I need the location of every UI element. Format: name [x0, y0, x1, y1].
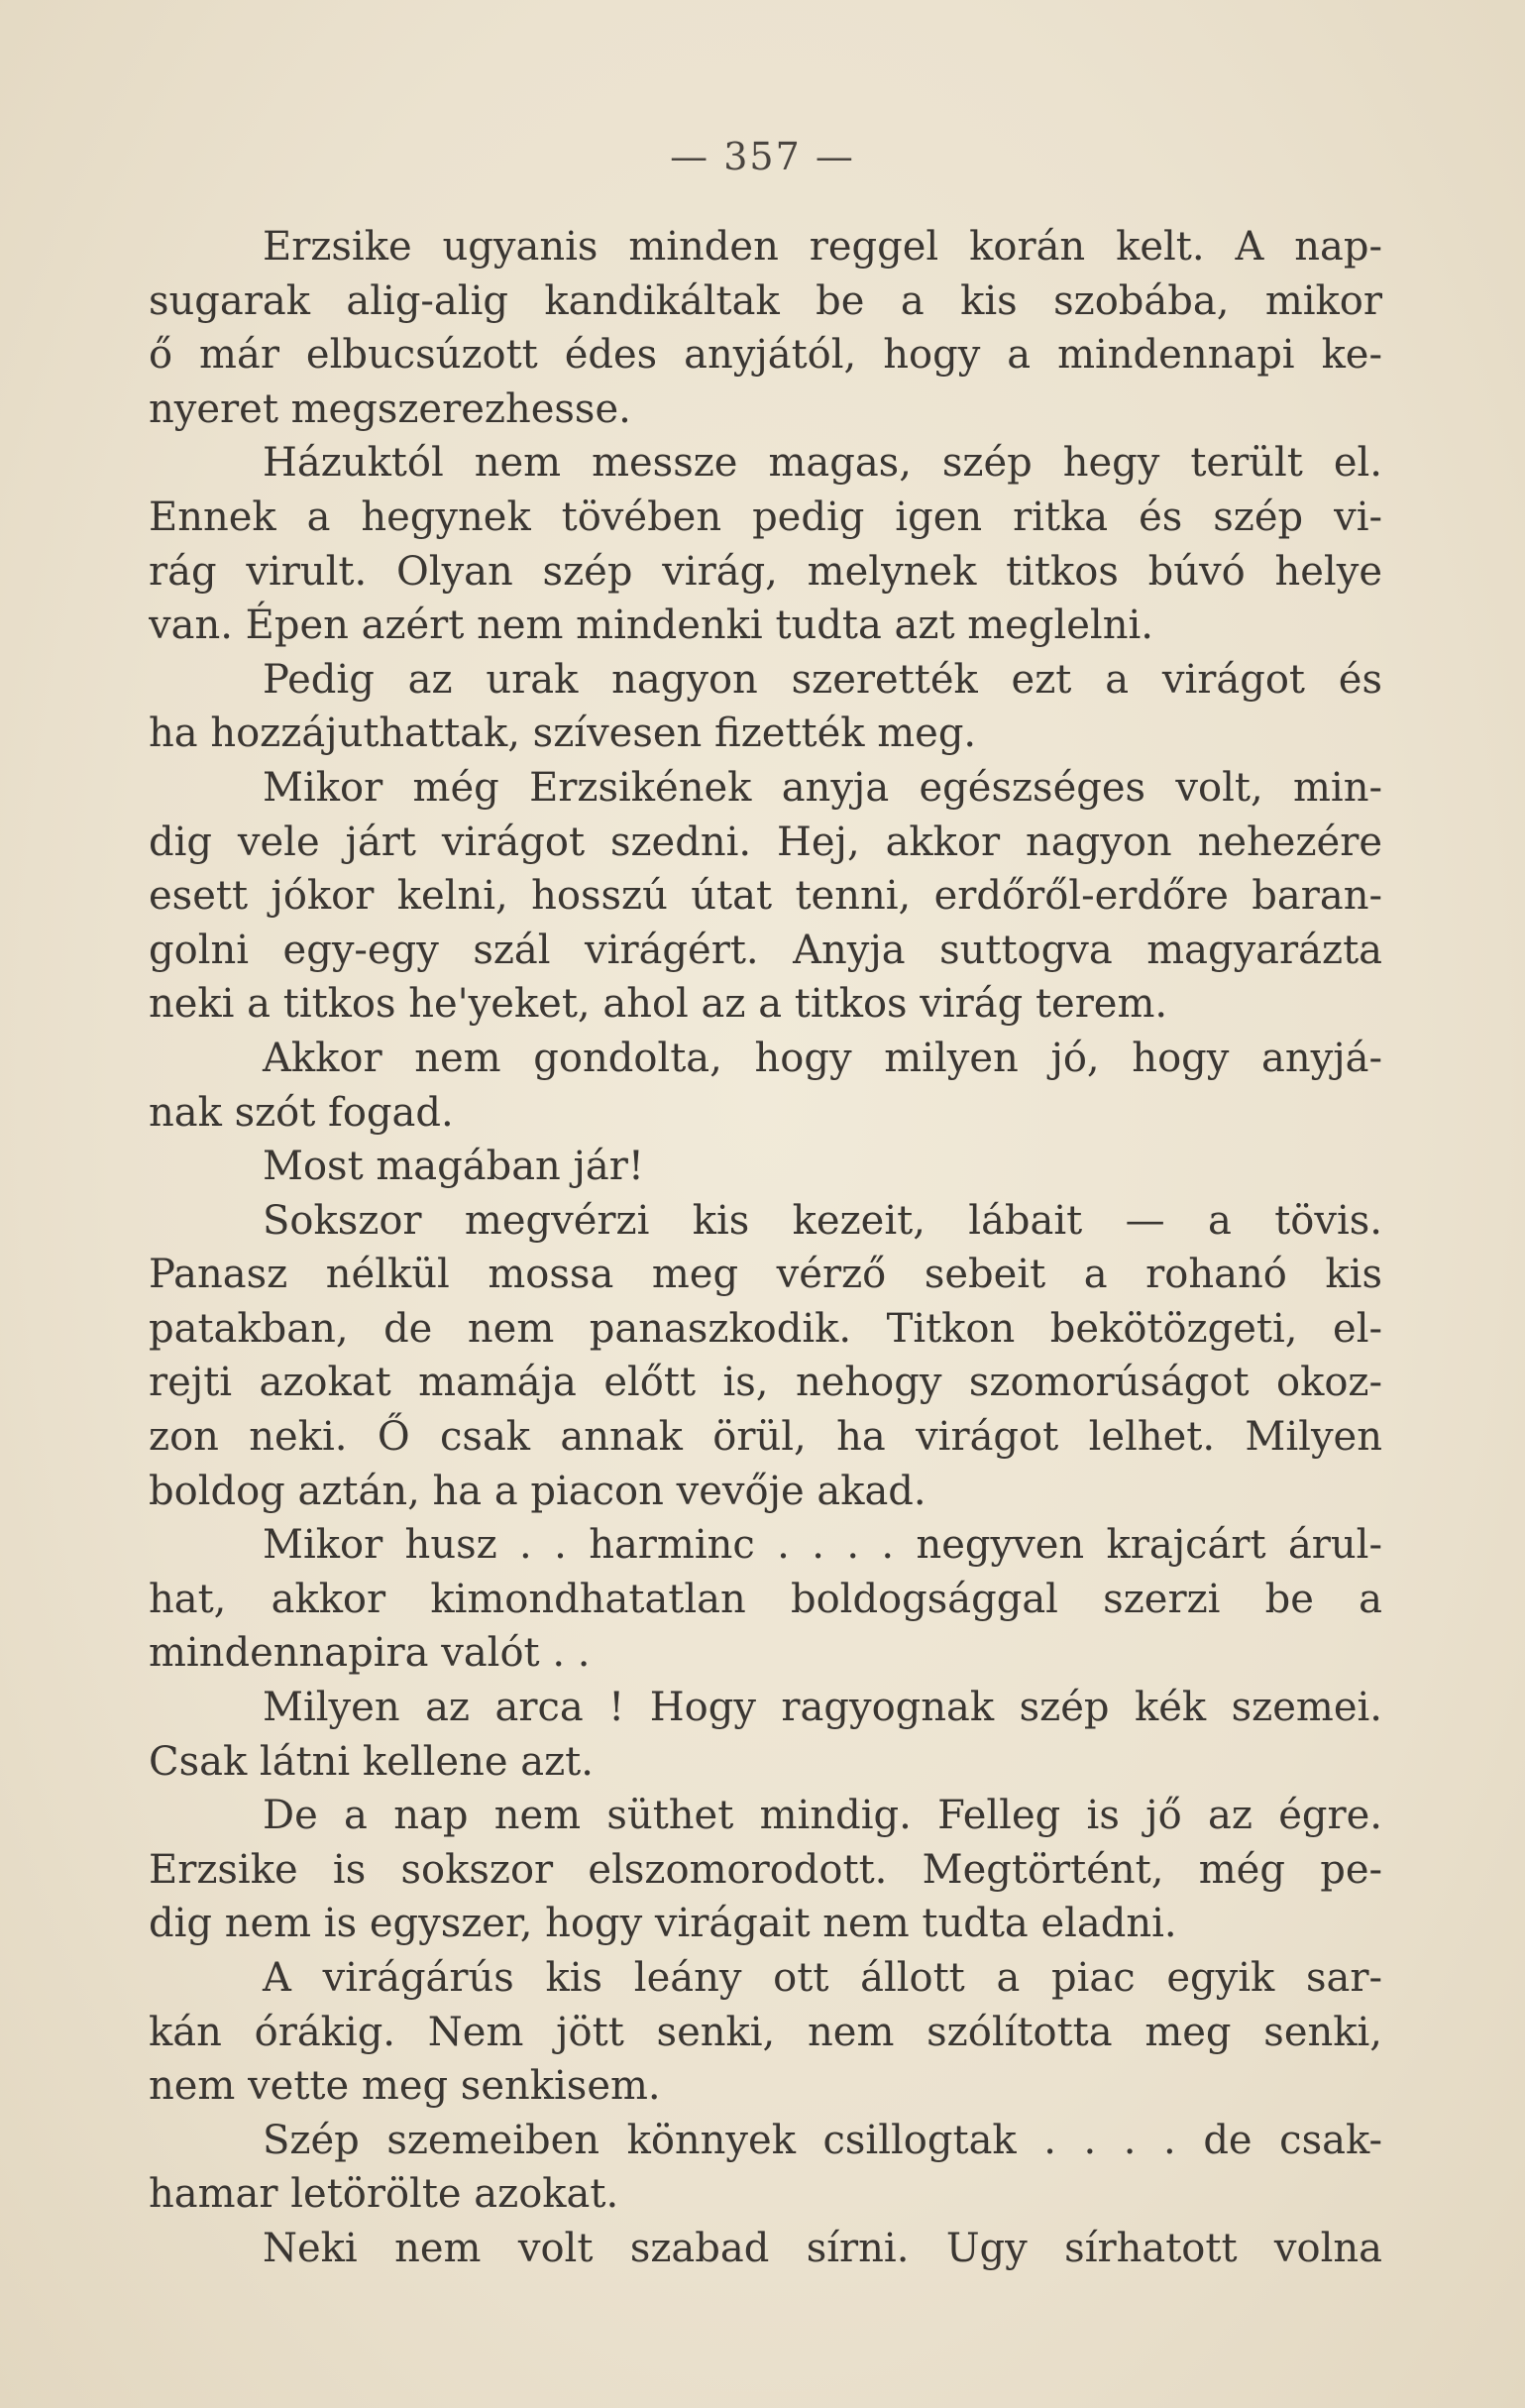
text-line: rejti azokat mamája előtt is, nehogy szomorúságot okoz-: [149, 1360, 1382, 1406]
text-line: Mikor husz . . harminc . . . . negyven krajcárt árul-: [263, 1522, 1382, 1569]
text-line: Mikor még Erzsikének anyja egészséges volt, min-: [263, 764, 1382, 811]
paragraph: [149, 1518, 1382, 1681]
paragraph: [149, 1194, 1382, 1519]
paragraph: [149, 653, 1382, 761]
paragraph: [149, 436, 1382, 652]
text-line: Szép szemeiben könnyek csillogtak . . . . de csak-: [263, 2117, 1382, 2163]
text-line: sugarak alig-alig kandikáltak be a kis szobába, mikor: [149, 277, 1382, 324]
text-line: Ennek a hegynek tövében pedig igen ritka és szép vi-: [149, 493, 1382, 540]
paragraph: [149, 2114, 1382, 2222]
text-line: Sokszor megvérzi kis kezeit, lábait — a tövis.: [263, 1197, 1382, 1244]
text-line: nyeret megszerezhesse.: [149, 385, 631, 432]
text-line: hamar letörölte azokat.: [149, 2171, 619, 2218]
text-line: dig vele járt virágot szedni. Hej, akkor nagyon nehezére: [149, 819, 1382, 865]
text-line: mindennapira valót . .: [149, 1630, 591, 1677]
paragraph: [149, 761, 1382, 1032]
text-line: Most magában jár!: [263, 1144, 644, 1190]
text-line: ő már elbucsúzott édes anyjától, hogy a mindennapi ke-: [149, 332, 1382, 379]
text-line: boldog aztán, ha a piacon vevője akad.: [149, 1468, 926, 1514]
paragraph: [149, 2222, 1382, 2276]
text-line: Erzsike ugyanis minden reggel korán kelt. A nap-: [263, 224, 1382, 270]
text-line: nem vette meg senkisem.: [149, 2063, 661, 2110]
paragraph: [149, 1032, 1382, 1140]
text-line: Csak látni kellene azt.: [149, 1738, 594, 1785]
text-line: A virágárús kis leány ott állott a piac egyik sar-: [263, 1955, 1382, 2001]
body-text: [149, 220, 1382, 2276]
text-line: ha hozzájuthattak, szívesen fizették meg.: [149, 711, 977, 757]
text-line: Milyen az arca ! Hogy ragyognak szép kék szemei.: [263, 1685, 1382, 1731]
text-line: Akkor nem gondolta, hogy milyen jó, hogy anyjá-: [263, 1035, 1382, 1081]
text-line: zon neki. Ő csak annak örül, ha virágot lelhet. Milyen: [149, 1414, 1382, 1461]
paragraph: [149, 220, 1382, 436]
paragraph: [149, 1140, 1382, 1194]
text-line: Neki nem volt szabad sírni. Ugy sírhatott volna: [263, 2225, 1382, 2271]
page-number: — 357 —: [670, 135, 855, 178]
text-line: Panasz nélkül mossa meg vérző sebeit a rohanó kis: [149, 1252, 1382, 1298]
text-line: neki a titkos he'yeket, ahol az a titkos virág terem.: [149, 981, 1168, 1028]
text-line: Erzsike is sokszor elszomorodott. Megtörtént, még pe-: [149, 1846, 1382, 1893]
text-line: Házuktól nem messze magas, szép hegy terült el.: [263, 440, 1382, 487]
text-line: rág virult. Olyan szép virág, melynek titkos búvó helye: [149, 548, 1382, 595]
text-line: kán órákig. Nem jött senki, nem szólította meg senki,: [149, 2009, 1382, 2055]
text-line: golni egy-egy szál virágért. Anyja suttogva magyarázta: [149, 927, 1382, 973]
text-line: hat, akkor kimondhatatlan boldogsággal szerzi be a: [149, 1576, 1382, 1622]
text-line: van. Épen azért nem mindenki tudta azt meglelni.: [149, 602, 1153, 649]
paragraph: [149, 1681, 1382, 1789]
text-line: nak szót fogad.: [149, 1089, 454, 1136]
text-line: esett jókor kelni, hosszú útat tenni, erdőről-erdőre baran-: [149, 873, 1382, 920]
paragraph: [149, 1951, 1382, 2114]
text-line: dig nem is egyszer, hogy virágait nem tudta eladni.: [149, 1901, 1177, 1947]
text-line: patakban, de nem panaszkodik. Titkon bekötözgeti, el-: [149, 1305, 1382, 1352]
text-line: De a nap nem süthet mindig. Felleg is jő az égre.: [263, 1793, 1382, 1839]
paragraph: [149, 1789, 1382, 1951]
text-line: Pedig az urak nagyon szerették ezt a virágot és: [263, 656, 1382, 703]
